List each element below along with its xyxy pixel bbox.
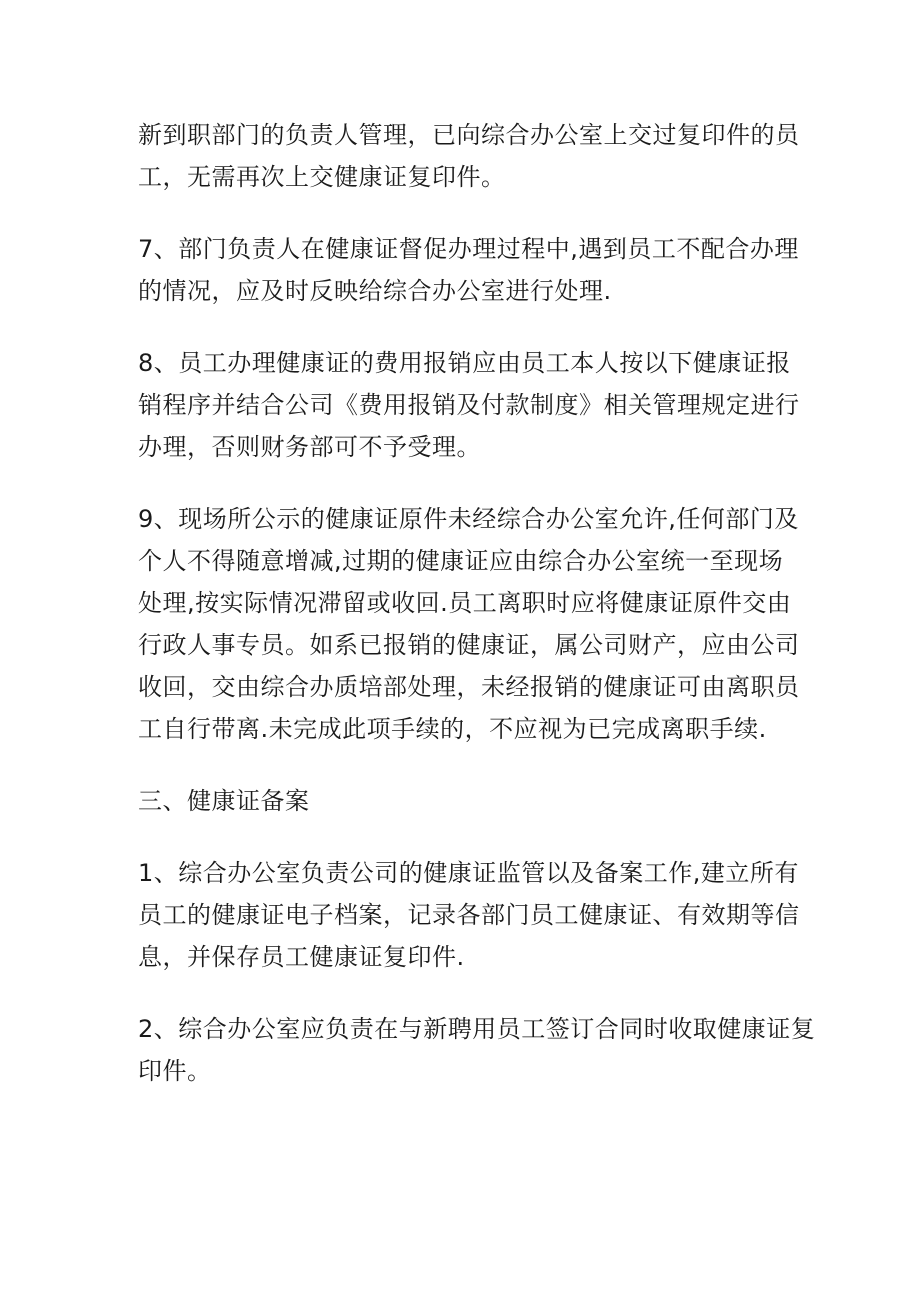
text-line: 2、综合办公室应负责在与新聘用员工签订合同时收取健康证复 [138, 1015, 816, 1043]
text-line: 1、综合办公室负责公司的健康证监管以及备案工作,建立所有 [138, 859, 799, 887]
section-heading-text: 三、健康证备案 [138, 787, 310, 815]
paragraph-continuation [138, 114, 800, 198]
text-line: 个人不得随意增减,过期的健康证应由综合办公室统一至现场 [138, 547, 784, 575]
paragraph-item-8 [138, 342, 800, 468]
text-line: 的情况，应及时反映给综合办公室进行处理. [138, 277, 612, 305]
text-line: 印件。 [138, 1057, 212, 1085]
text-line: 工自行带离.未完成此项手续的，不应视为已完成离职手续. [138, 715, 767, 743]
text-line: 销程序并结合公司《费用报销及付款制度》相关管理规定进行 [138, 391, 800, 419]
text-line: 息，并保存员工健康证复印件. [138, 943, 465, 971]
text-line: 新到职部门的负责人管理，已向综合办公室上交过复印件的员 [138, 121, 800, 149]
paragraph-section3-item-1 [138, 852, 800, 978]
document-body [138, 114, 816, 1122]
text-line: 员工的健康证电子档案，记录各部门员工健康证、有效期等信 [138, 901, 800, 929]
text-line: 处理,按实际情况滞留或收回.员工离职时应将健康证原件交由 [138, 589, 792, 617]
section-heading [138, 780, 788, 822]
text-line: 办理，否则财务部可不予受理。 [138, 433, 481, 461]
text-line: 8、员工办理健康证的费用报销应由员工本人按以下健康证报 [138, 349, 791, 377]
text-line: 行政人事专员。如系已报销的健康证，属公司财产，应由公司 [138, 631, 800, 659]
text-line: 9、现场所公示的健康证原件未经综合办公室允许,任何部门及 [138, 505, 799, 533]
text-line: 工，无需再次上交健康证复印件。 [138, 163, 506, 191]
paragraph-item-9 [138, 498, 800, 750]
paragraph-section3-item-2 [138, 1008, 816, 1092]
text-line: 收回，交由综合办质培部处理，未经报销的健康证可由离职员 [138, 673, 800, 701]
text-line: 7、部门负责人在健康证督促办理过程中,遇到员工不配合办理 [138, 235, 799, 263]
paragraph-item-7 [138, 228, 799, 312]
